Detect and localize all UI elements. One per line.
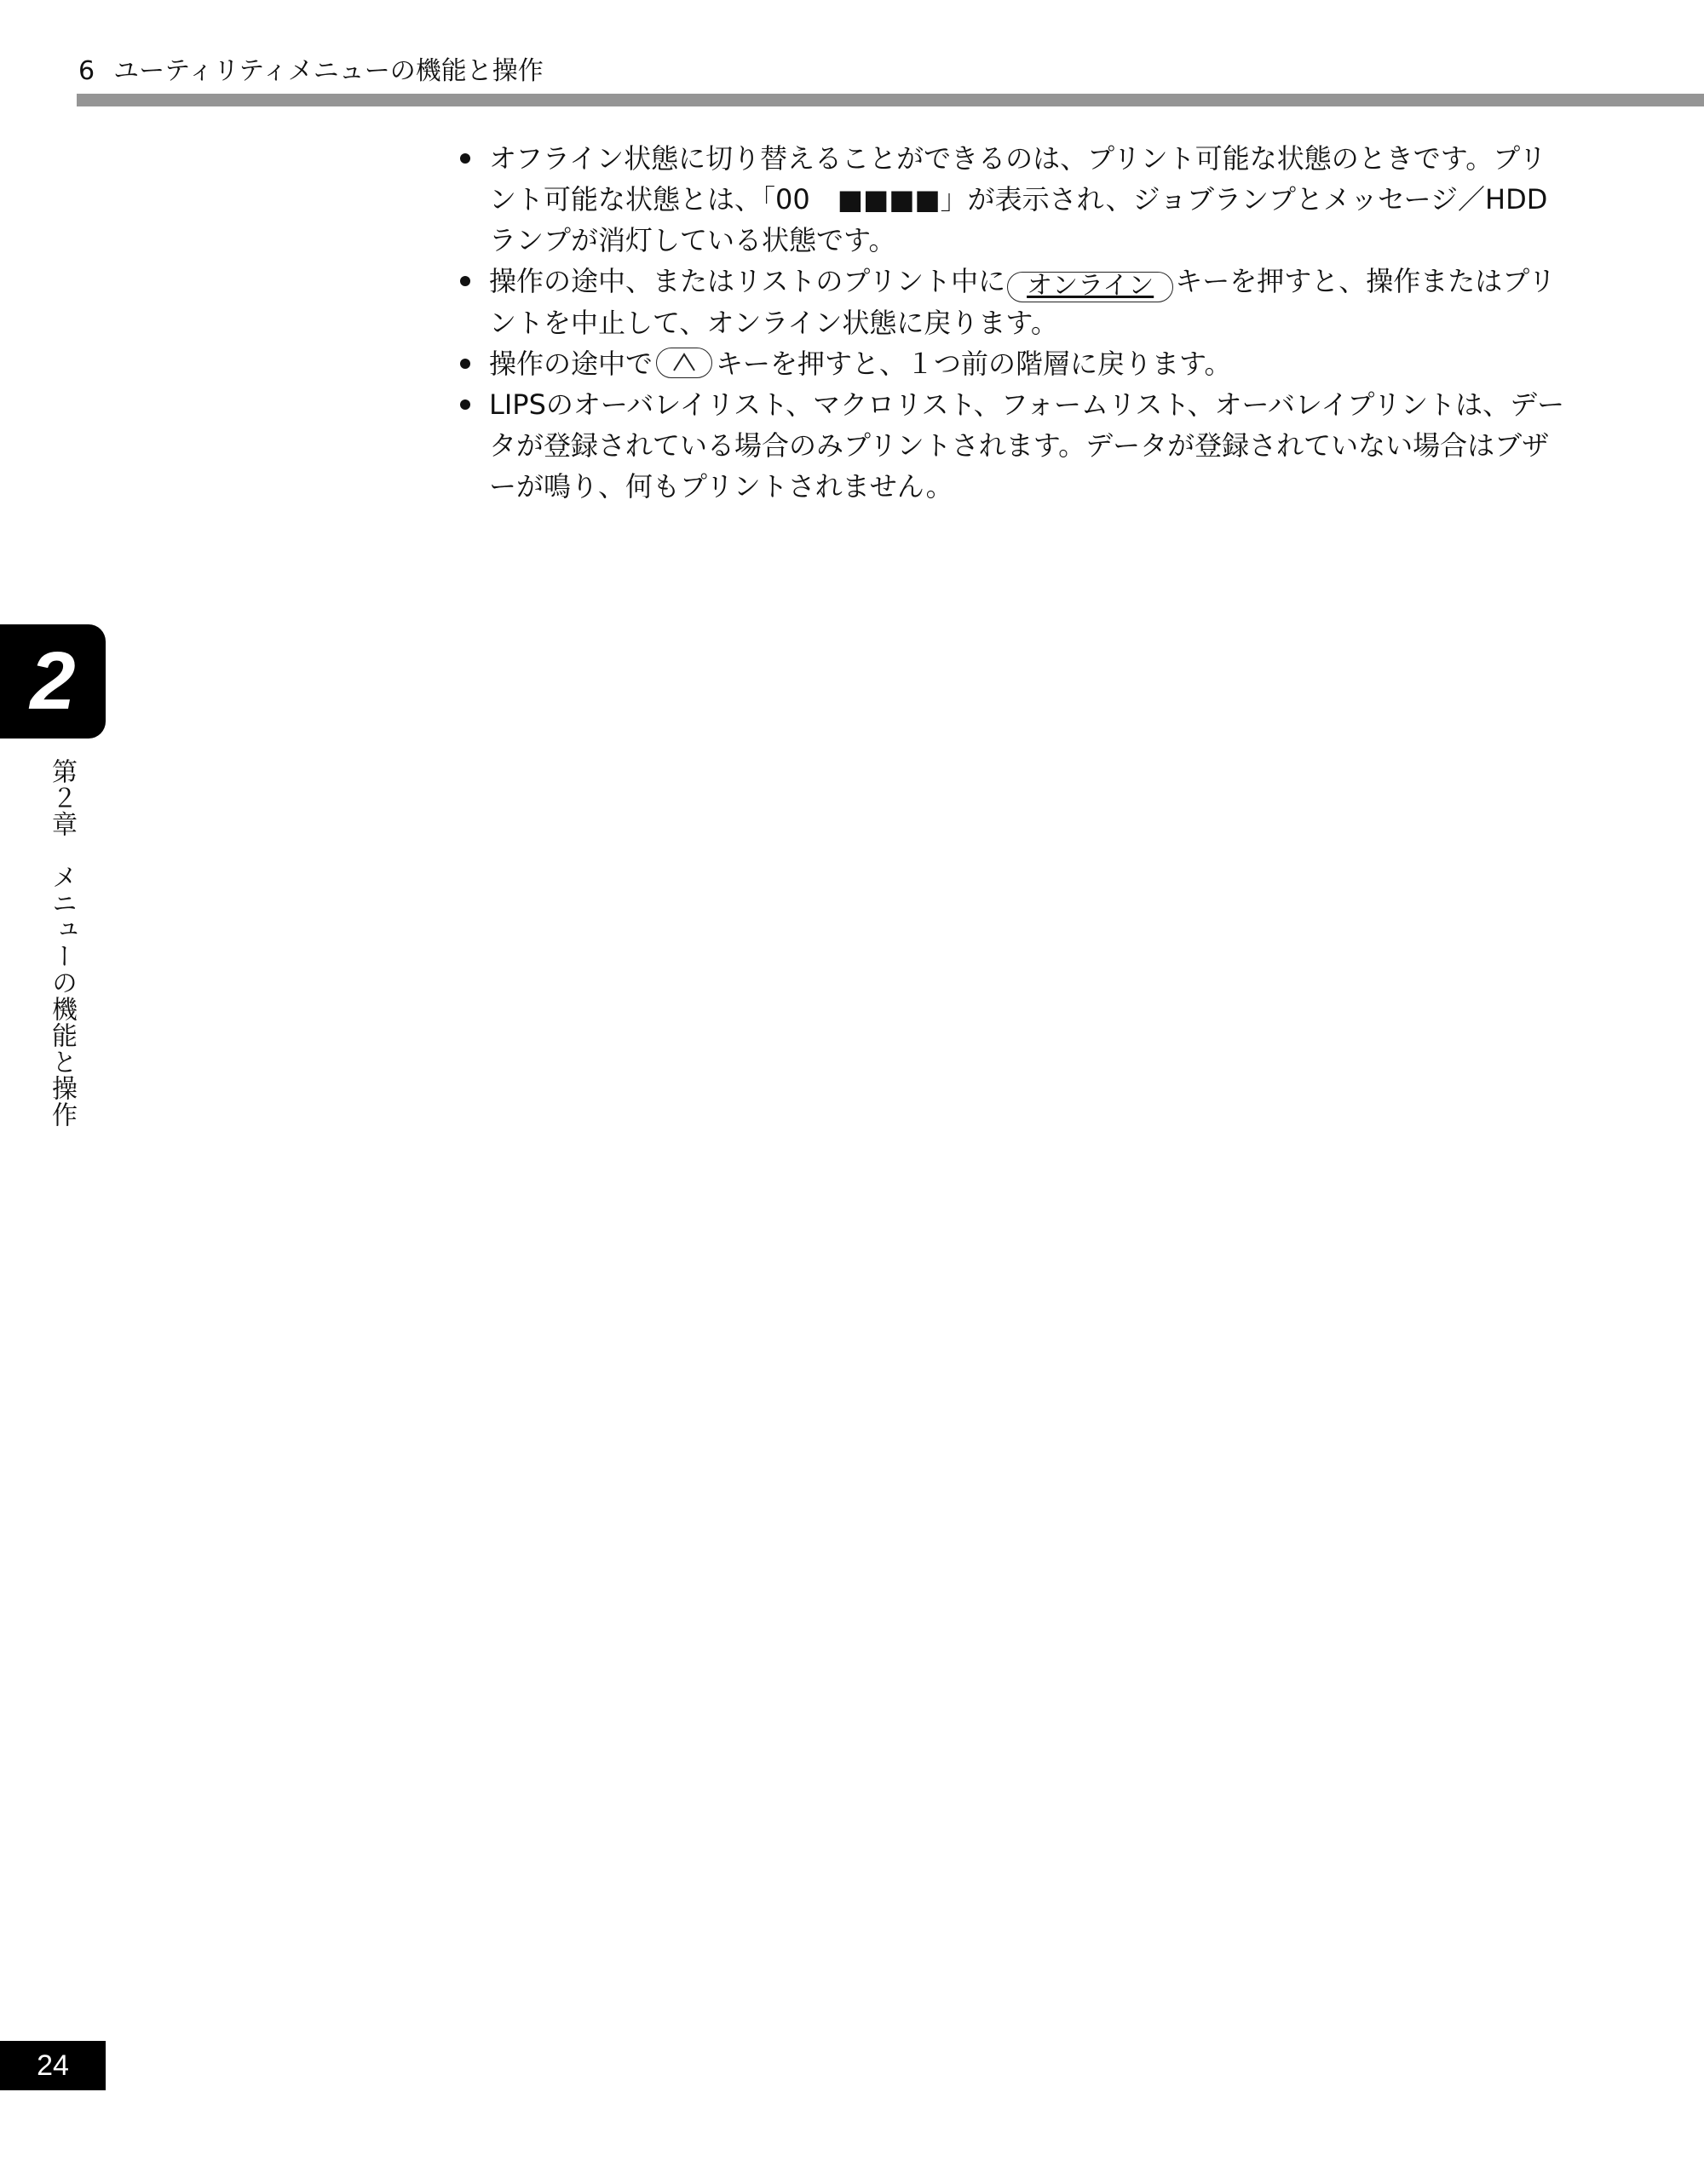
note-item xyxy=(458,384,1566,507)
header-rule xyxy=(77,94,1704,106)
note-text: オフライン状態に切り替えることができるのは、プリント可能な状態のときです。プリント可能な状態とは、「00 ■■■■」が表示され、ジョブランプとメッセージ／HDDランプが消灯している状態です。 xyxy=(489,142,1548,256)
page-header xyxy=(78,51,544,92)
note-text-after: キーを押すと、１つ前の階層に戻ります。 xyxy=(716,348,1232,380)
section-title: ユーティリティメニューの機能と操作 xyxy=(113,56,544,86)
note-text: LIPSのオーバレイリスト、マクロリスト、フォームリスト、オーバレイプリントは、データが登録されている場合のみプリントされます。データが登録されていない場合はブザーが鳴り、何もプリントされません。 xyxy=(489,388,1565,503)
chapter-tab: 2 xyxy=(0,624,106,739)
section-number: 6 xyxy=(78,56,95,86)
note-text-after: キーを押すと、操作またはプリントを中止して、オンライン状態に戻ります。 xyxy=(489,265,1556,339)
chapter-side-label: 第２章 メニューの機能と操作 xyxy=(47,758,77,1128)
note-text-before: 操作の途中で xyxy=(489,348,653,380)
up-arrow-key-icon xyxy=(656,348,712,378)
page-number: 24 xyxy=(0,2041,106,2090)
note-item xyxy=(458,261,1566,343)
note-item xyxy=(458,138,1566,261)
notes-list xyxy=(458,138,1566,507)
note-text-before: 操作の途中、またはリストのプリント中に xyxy=(489,265,1006,297)
note-item xyxy=(458,343,1566,384)
online-key-icon: オンライン xyxy=(1007,272,1173,302)
